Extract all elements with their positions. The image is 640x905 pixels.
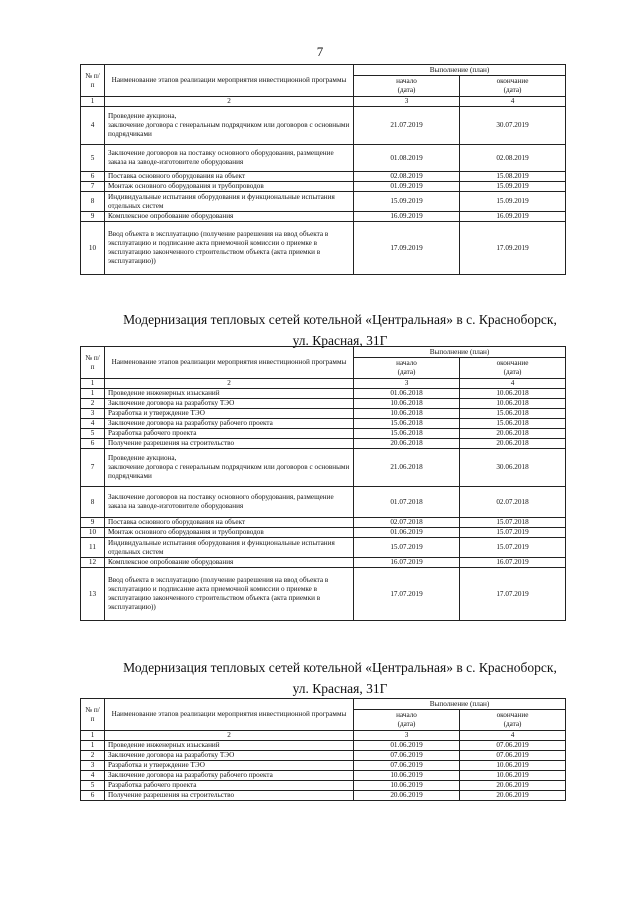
schedule-table-2 bbox=[80, 346, 566, 621]
row-stage-name: Комплексное опробование оборудования bbox=[105, 558, 354, 568]
row-stage-name: Заключение договоров на поставку основного оборудования, размещение заказа на заводе-изготовителе оборудования bbox=[105, 145, 354, 172]
row-number: 6 bbox=[81, 791, 105, 801]
row-number: 8 bbox=[81, 192, 105, 212]
table-row bbox=[81, 419, 566, 429]
row-stage-name: Монтаж основного оборудования и трубопроводов bbox=[105, 528, 354, 538]
row-number: 11 bbox=[81, 538, 105, 558]
row-start-date: 21.07.2019 bbox=[354, 107, 460, 145]
row-stage-name: Разработка и утверждение ТЭО bbox=[105, 761, 354, 771]
row-stage-name: Заключение договоров на поставку основного оборудования, размещение заказа на заводе-изготовителе оборудования bbox=[105, 487, 354, 518]
header-index: 1 bbox=[81, 379, 105, 389]
row-number: 3 bbox=[81, 761, 105, 771]
table-row bbox=[81, 399, 566, 409]
table-row bbox=[81, 439, 566, 449]
row-start-date: 20.06.2018 bbox=[354, 439, 460, 449]
row-end-date: 15.08.2019 bbox=[460, 172, 566, 182]
row-stage-name: Разработка и утверждение ТЭО bbox=[105, 409, 354, 419]
row-number: 5 bbox=[81, 145, 105, 172]
table-row bbox=[81, 771, 566, 781]
row-number: 1 bbox=[81, 741, 105, 751]
row-number: 9 bbox=[81, 518, 105, 528]
row-number: 6 bbox=[81, 439, 105, 449]
row-end-date: 16.07.2019 bbox=[460, 558, 566, 568]
row-stage-name: Заключение договора на разработку рабочего проекта bbox=[105, 771, 354, 781]
row-end-date: 07.06.2019 bbox=[460, 741, 566, 751]
row-end-date: 20.06.2019 bbox=[460, 781, 566, 791]
row-start-date: 15.07.2019 bbox=[354, 538, 460, 558]
table-row bbox=[81, 107, 566, 145]
row-stage-name: Заключение договора на разработку ТЭО bbox=[105, 751, 354, 761]
row-start-date: 07.06.2019 bbox=[354, 761, 460, 771]
row-start-date: 16.09.2019 bbox=[354, 212, 460, 222]
header-index: 4 bbox=[460, 731, 566, 741]
header-end-date: окончание (дата) bbox=[460, 358, 566, 379]
row-end-date: 16.09.2019 bbox=[460, 212, 566, 222]
row-start-date: 15.06.2018 bbox=[354, 429, 460, 439]
row-end-date: 15.07.2019 bbox=[460, 528, 566, 538]
row-number: 4 bbox=[81, 107, 105, 145]
header-start-date: начало (дата) bbox=[354, 710, 460, 731]
row-number: 12 bbox=[81, 558, 105, 568]
row-end-date: 20.06.2018 bbox=[460, 439, 566, 449]
row-end-date: 10.06.2019 bbox=[460, 771, 566, 781]
header-index: 3 bbox=[354, 97, 460, 107]
row-number: 8 bbox=[81, 487, 105, 518]
table-row bbox=[81, 781, 566, 791]
row-number: 7 bbox=[81, 449, 105, 487]
row-start-date: 01.06.2019 bbox=[354, 528, 460, 538]
row-number: 10 bbox=[81, 222, 105, 275]
header-start-date: начало (дата) bbox=[354, 76, 460, 97]
row-end-date: 15.09.2019 bbox=[460, 182, 566, 192]
table-row bbox=[81, 518, 566, 528]
row-end-date: 07.06.2019 bbox=[460, 751, 566, 761]
row-end-date: 10.06.2018 bbox=[460, 389, 566, 399]
row-start-date: 07.06.2019 bbox=[354, 751, 460, 761]
row-start-date: 01.08.2019 bbox=[354, 145, 460, 172]
row-end-date: 30.06.2018 bbox=[460, 449, 566, 487]
row-stage-name: Заключение договора на разработку рабочего проекта bbox=[105, 419, 354, 429]
header-index: 2 bbox=[105, 731, 354, 741]
row-number: 5 bbox=[81, 429, 105, 439]
row-number: 9 bbox=[81, 212, 105, 222]
table-row bbox=[81, 528, 566, 538]
row-stage-name: Проведение инженерных изысканий bbox=[105, 741, 354, 751]
row-number: 2 bbox=[81, 751, 105, 761]
header-start-date: начало (дата) bbox=[354, 358, 460, 379]
row-start-date: 02.08.2019 bbox=[354, 172, 460, 182]
row-end-date: 15.06.2018 bbox=[460, 409, 566, 419]
row-number: 7 bbox=[81, 182, 105, 192]
header-execution-plan: Выполнение (план) bbox=[354, 65, 566, 76]
table-row bbox=[81, 222, 566, 275]
row-number: 1 bbox=[81, 389, 105, 399]
row-number: 10 bbox=[81, 528, 105, 538]
row-start-date: 16.07.2019 bbox=[354, 558, 460, 568]
row-start-date: 01.07.2018 bbox=[354, 487, 460, 518]
row-end-date: 15.09.2019 bbox=[460, 192, 566, 212]
row-stage-name: Поставка основного оборудования на объект bbox=[105, 518, 354, 528]
row-number: 4 bbox=[81, 771, 105, 781]
header-stage-name: Наименование этапов реализации мероприятия инвестиционной программы bbox=[105, 699, 354, 731]
row-stage-name: Ввод объекта в эксплуатацию (получение разрешения на ввод объекта в эксплуатацию и подписание акта приемочной комиссии о приемке в эксплуатацию законченного строительством объекта (акта приемки в эксплуатацию)) bbox=[105, 222, 354, 275]
header-execution-plan: Выполнение (план) bbox=[354, 347, 566, 358]
section-title-line: ул. Красная, 31Г bbox=[292, 333, 388, 348]
header-index: 1 bbox=[81, 731, 105, 741]
schedule-table-3 bbox=[80, 698, 566, 801]
row-start-date: 15.09.2019 bbox=[354, 192, 460, 212]
row-start-date: 17.07.2019 bbox=[354, 568, 460, 621]
row-end-date: 10.06.2019 bbox=[460, 761, 566, 771]
row-end-date: 20.06.2019 bbox=[460, 791, 566, 801]
table-row bbox=[81, 741, 566, 751]
table-row bbox=[81, 761, 566, 771]
table-row bbox=[81, 558, 566, 568]
row-stage-name: Монтаж основного оборудования и трубопроводов bbox=[105, 182, 354, 192]
section-title-line: ул. Красная, 31Г bbox=[292, 681, 388, 696]
row-end-date: 15.06.2018 bbox=[460, 419, 566, 429]
row-stage-name: Разработка рабочего проекта bbox=[105, 781, 354, 791]
row-number: 5 bbox=[81, 781, 105, 791]
header-execution-plan: Выполнение (план) bbox=[354, 699, 566, 710]
row-stage-name: Индивидуальные испытания оборудования и функциональные испытания отдельных систем bbox=[105, 538, 354, 558]
header-stage-name: Наименование этапов реализации мероприятия инвестиционной программы bbox=[105, 65, 354, 97]
row-number: 2 bbox=[81, 399, 105, 409]
header-index: 3 bbox=[354, 731, 460, 741]
section-title bbox=[80, 309, 600, 351]
row-end-date: 02.07.2018 bbox=[460, 487, 566, 518]
row-end-date: 02.08.2019 bbox=[460, 145, 566, 172]
header-end-date: окончание (дата) bbox=[460, 710, 566, 731]
section-title bbox=[80, 657, 600, 699]
schedule-table-1 bbox=[80, 64, 566, 275]
header-index: 4 bbox=[460, 97, 566, 107]
row-stage-name: Индивидуальные испытания оборудования и функциональные испытания отдельных систем bbox=[105, 192, 354, 212]
row-stage-name: Проведение инженерных изысканий bbox=[105, 389, 354, 399]
table-row bbox=[81, 145, 566, 172]
row-start-date: 10.06.2018 bbox=[354, 399, 460, 409]
row-start-date: 21.06.2018 bbox=[354, 449, 460, 487]
table-row bbox=[81, 568, 566, 621]
row-start-date: 01.06.2018 bbox=[354, 389, 460, 399]
row-start-date: 15.06.2018 bbox=[354, 419, 460, 429]
row-start-date: 01.09.2019 bbox=[354, 182, 460, 192]
row-start-date: 10.06.2019 bbox=[354, 771, 460, 781]
row-end-date: 15.07.2019 bbox=[460, 538, 566, 558]
table-row bbox=[81, 192, 566, 212]
row-start-date: 17.09.2019 bbox=[354, 222, 460, 275]
row-end-date: 10.06.2018 bbox=[460, 399, 566, 409]
table-row bbox=[81, 538, 566, 558]
row-stage-name: Заключение договора на разработку ТЭО bbox=[105, 399, 354, 409]
row-end-date: 20.06.2018 bbox=[460, 429, 566, 439]
row-stage-name: Проведение аукциона, заключение договора с генеральным подрядчиком или договоров с основными подрядчиками bbox=[105, 107, 354, 145]
header-index: 4 bbox=[460, 379, 566, 389]
header-end-date: окончание (дата) bbox=[460, 76, 566, 97]
row-stage-name: Проведение аукциона, заключение договора с генеральным подрядчиком или договоров с основными подрядчиками bbox=[105, 449, 354, 487]
table-row bbox=[81, 389, 566, 399]
row-end-date: 17.09.2019 bbox=[460, 222, 566, 275]
table-row bbox=[81, 487, 566, 518]
row-start-date: 02.07.2018 bbox=[354, 518, 460, 528]
row-stage-name: Ввод объекта в эксплуатацию (получение разрешения на ввод объекта в эксплуатацию и подписание акта приемочной комиссии о приемке в эксплуатацию законченного строительством объекта (акта приемки в эксплуатацию)) bbox=[105, 568, 354, 621]
header-num: № п/п bbox=[81, 347, 105, 379]
header-index: 1 bbox=[81, 97, 105, 107]
row-start-date: 10.06.2019 bbox=[354, 781, 460, 791]
table-row bbox=[81, 429, 566, 439]
row-stage-name: Получение разрешения на строительство bbox=[105, 791, 354, 801]
row-end-date: 17.07.2019 bbox=[460, 568, 566, 621]
header-index: 2 bbox=[105, 97, 354, 107]
row-start-date: 01.06.2019 bbox=[354, 741, 460, 751]
table-row bbox=[81, 172, 566, 182]
table-row bbox=[81, 212, 566, 222]
row-stage-name: Комплексное опробование оборудования bbox=[105, 212, 354, 222]
section-title-line: Модернизация тепловых сетей котельной «Центральная» в с. Красноборск, bbox=[123, 660, 557, 675]
row-end-date: 15.07.2018 bbox=[460, 518, 566, 528]
header-index: 3 bbox=[354, 379, 460, 389]
table-row bbox=[81, 182, 566, 192]
row-start-date: 10.06.2018 bbox=[354, 409, 460, 419]
page-number: 7 bbox=[316, 44, 324, 59]
section-title-line: Модернизация тепловых сетей котельной «Центральная» в с. Красноборск, bbox=[123, 312, 557, 327]
row-start-date: 20.06.2019 bbox=[354, 791, 460, 801]
row-number: 3 bbox=[81, 409, 105, 419]
row-number: 4 bbox=[81, 419, 105, 429]
table-row bbox=[81, 751, 566, 761]
row-stage-name: Разработка рабочего проекта bbox=[105, 429, 354, 439]
row-number: 6 bbox=[81, 172, 105, 182]
header-num: № п/п bbox=[81, 699, 105, 731]
row-stage-name: Поставка основного оборудования на объект bbox=[105, 172, 354, 182]
header-index: 2 bbox=[105, 379, 354, 389]
header-stage-name: Наименование этапов реализации мероприятия инвестиционной программы bbox=[105, 347, 354, 379]
row-end-date: 30.07.2019 bbox=[460, 107, 566, 145]
table-row bbox=[81, 791, 566, 801]
row-stage-name: Получение разрешения на строительство bbox=[105, 439, 354, 449]
header-num: № п/п bbox=[81, 65, 105, 97]
table-row bbox=[81, 449, 566, 487]
row-number: 13 bbox=[81, 568, 105, 621]
table-row bbox=[81, 409, 566, 419]
